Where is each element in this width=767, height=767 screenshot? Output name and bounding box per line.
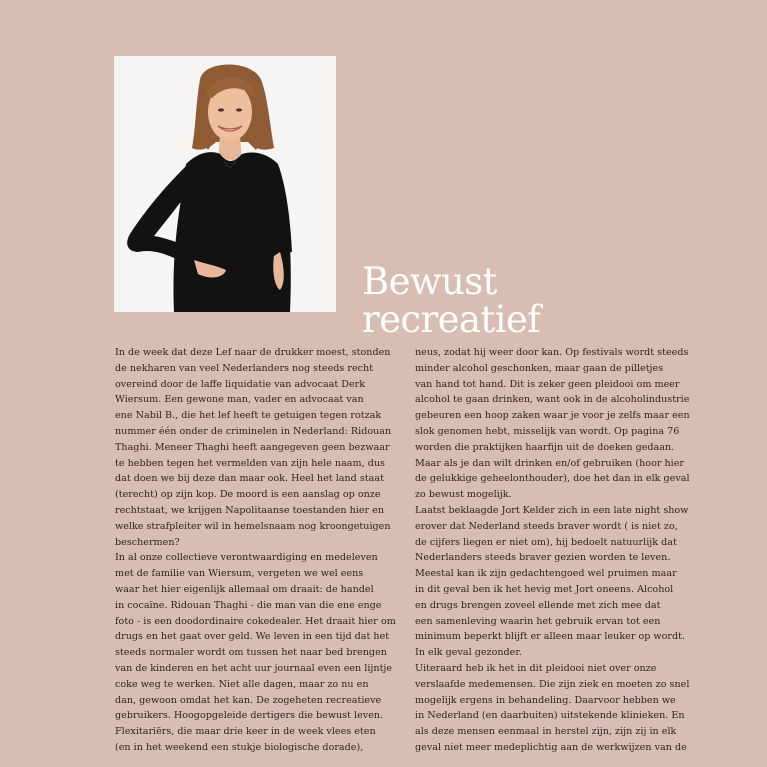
text-line: worden die praktijken haarfijn uit de doeken gedaan. [415,441,675,453]
text-line: Wiersum. Een gewone man, vader en advocaat van [115,394,364,406]
text-line: Nederlanders steeds braver gezien worden te leven. [415,552,671,564]
text-line: de gelukkige geheelonthouder), doe het dan in elk geval [415,473,690,485]
text-line: Maar als je dan wilt drinken en/of gebruiken (hoor hier [415,457,684,469]
text-line: neus, zodat hij weer door kan. Op festivals wordt steeds [415,347,689,358]
portrait-illustration [114,56,336,312]
text-line: van hand tot hand. Dit is zeker geen pleidooi om meer [415,378,680,390]
title-line-2: recreatief [362,297,541,341]
text-line: minimum beperkt blijft er alleen maar leuker op wordt. [415,631,686,643]
text-line: waar het hier eigenlijk allemaal om draait: de handel [115,583,374,595]
text-line: Flexitariërs, die maar drie keer in de week vlees eten [115,726,376,738]
text-line: (en in het weekend een stukje biologische dorade), [115,741,364,753]
article-column-right [415,345,690,756]
text-line: in dit geval ben ik het hevig met Jort oneens. Alcohol [415,583,674,595]
text-line: als deze mensen eenmaal in herstel zijn, zijn zij in elk [415,726,677,738]
text-line: Laatst beklaagde Jort Kelder zich in een late night show [415,504,689,516]
text-line: te hebben tegen het vermelden van zijn hele naam, dus [115,457,385,469]
text-line: ene Nabil B., die het lef heeft te getuigen tegen rotzak [115,410,382,422]
text-line: nummer één onder de criminelen in Nederland: Ridouan [115,425,392,437]
portrait-photo [114,56,336,312]
text-line: de cijfers liegen er niet om), hij bedoelt natuurlijk dat [415,536,677,548]
text-line: in Nederland (en daarbuiten) uitstekende klinieken. En [415,710,685,722]
text-line: In de week dat deze Lef naar de drukker moest, stonden [115,347,391,358]
text-line: Thaghi. Meneer Thaghi heeft aangegeven geen bezwaar [115,441,390,453]
text-line: steeds normaler wordt om tussen het naar bed brengen [115,647,387,659]
text-line: foto - is een doodordinaire cokedealer. Het draait hier om [115,615,396,627]
text-line: rechtstaat, we krijgen Napolitaanse toestanden hier en [115,504,385,516]
text-line: en drugs brengen zoveel ellende met zich mee dat [415,599,661,611]
text-line: zo bewust mogelijk. [415,489,512,501]
text-line: een samenleving waarin het gebruik ervan tot een [415,615,661,627]
text-line: overeind door de laffe liquidatie van advocaat Derk [115,378,366,390]
text-line: In al onze collectieve verontwaardiging en medeleven [115,552,378,564]
text-line: dat doen we bij deze dan maar ook. Heel het land staat [115,473,384,485]
text-line: van de kinderen en het acht uur journaal even een lijntje [115,662,393,674]
text-line: dan, gewoon omdat het kan. De zogeheten recreatieve [115,694,382,706]
text-line: geval niet meer medeplichtig aan de werkwijzen van de [415,741,687,753]
text-line: beschermen? [115,536,180,548]
text-line: in cocaïne. Ridouan Thaghi - die man van die ene enge [115,599,382,611]
text-line: de nekharen van veel Nederlanders nog steeds recht [115,362,374,374]
text-line: slok genomen hebt, misselijk van wordt. Op pagina 76 [415,425,680,437]
text-line: welke strafpleiter wil in hemelsnaam nog kroongetuigen [115,520,391,532]
text-line: erover dat Nederland steeds braver wordt ( is niet zo, [415,520,678,532]
text-line: gebruikers. Hoogopgeleide dertigers die bewust leven. [115,710,384,722]
text-line: minder alcohol geschonken, maar gaan de pilletjes [415,362,664,374]
text-line: verslaafde medemensen. Die zijn ziek en moeten zo snel [415,678,690,690]
article-title [362,259,622,341]
text-line: Meestal kan ik zijn gedachtengoed wel pruimen maar [415,568,677,580]
text-line: gebeuren een hoop zaken waar je voor je zelfs maar een [415,410,690,422]
text-line: alcohol te gaan drinken, want ook in de alcoholindustrie [415,394,690,406]
title-line-1: Bewust [362,259,497,303]
text-line: drugs en het gaat over geld. We leven in een tijd dat het [115,631,390,643]
text-line: coke weg te werken. Niet alle dagen, maar zo nu en [115,678,369,690]
article-column-left [115,345,396,756]
text-line: met de familie van Wiersum, vergeten we wel eens [115,568,364,580]
text-line: (terecht) op zijn kop. De moord is een aanslag op onze [115,489,381,501]
text-line: Uiteraard heb ik het in dit pleidooi niet over onze [415,662,657,674]
text-line: mogelijk ergens in behandeling. Daarvoor hebben we [415,694,676,706]
text-line: In elk geval gezonder. [415,647,522,659]
